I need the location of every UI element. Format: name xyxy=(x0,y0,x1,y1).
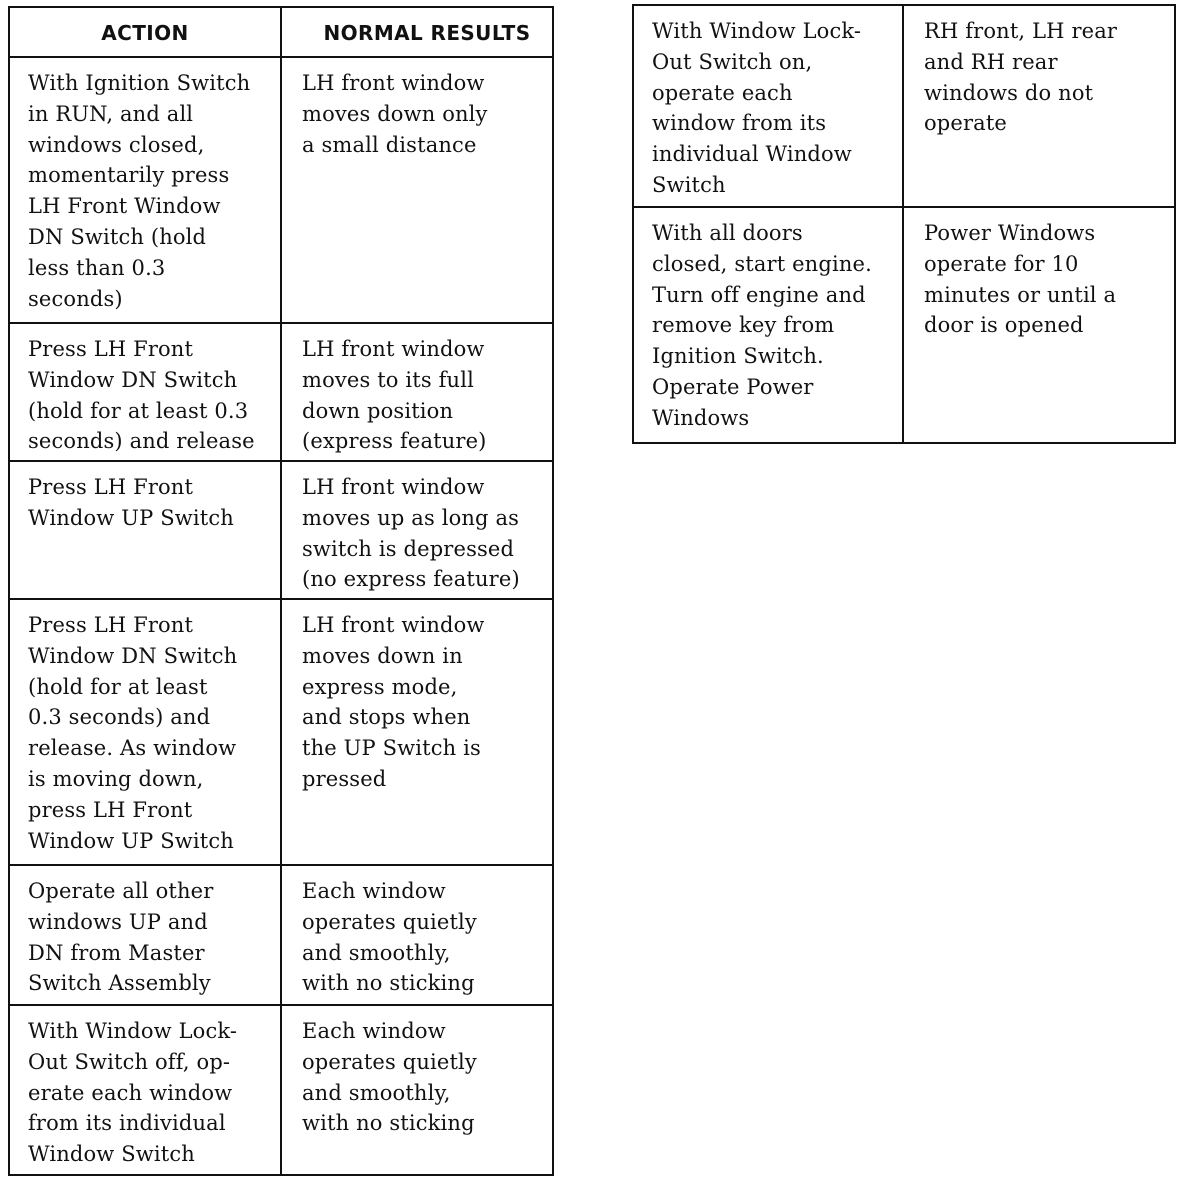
action-cell: Operate all other windows UP and DN from Master Switch Assembly xyxy=(10,866,282,1006)
result-cell: Each window operates quietly and smoothly, with no sticking xyxy=(302,1019,477,1136)
action-cell: Press LH Front Window DN Switch (hold for at least 0.3 seconds) and release xyxy=(10,324,282,462)
result-cell: RH front, LH rear and RH rear windows do not operate xyxy=(904,6,1174,208)
result-cell: Each window operates quietly and smoothly, with no sticking xyxy=(282,866,552,1006)
diagnostic-table-right xyxy=(632,4,1176,444)
action-cell: With Ignition Switch in RUN, and all windows closed, momentarily press LH Front Window DN Switch (hold less than 0.3 seconds) xyxy=(10,58,282,324)
result-cell: LH front window moves down in express mode, and stops when the UP Switch is pressed xyxy=(282,600,552,866)
action-cell: With Window Lock- Out Switch off, op- erate each window from its individual Window Switch xyxy=(10,1006,282,1174)
result-cell: LH front window moves up as long as switch is depressed (no express feature) xyxy=(282,462,552,600)
header-normal-results: NORMAL RESULTS xyxy=(282,8,552,58)
result-cell: Power Windows operate for 10 minutes or until a door is opened xyxy=(924,221,1117,338)
action-cell: Press LH Front Window UP Switch xyxy=(10,462,282,600)
result-cell: LH front window moves to its full down position (express feature) xyxy=(282,324,552,462)
diagnostic-table-left xyxy=(8,6,554,1176)
result-cell: LH front window moves down only a small distance xyxy=(282,58,552,324)
action-cell: With all doors closed, start engine. Turn off engine and remove key from Ignition Switch. Operate Power Windows xyxy=(634,208,904,442)
action-cell: With Window Lock- Out Switch on, operate each window from its individual Window Switch xyxy=(634,6,904,208)
header-action: ACTION xyxy=(10,8,282,58)
action-cell: Press LH Front Window DN Switch (hold for at least 0.3 seconds) and release. As window is moving down, press LH Front Window UP Switch xyxy=(10,600,282,866)
